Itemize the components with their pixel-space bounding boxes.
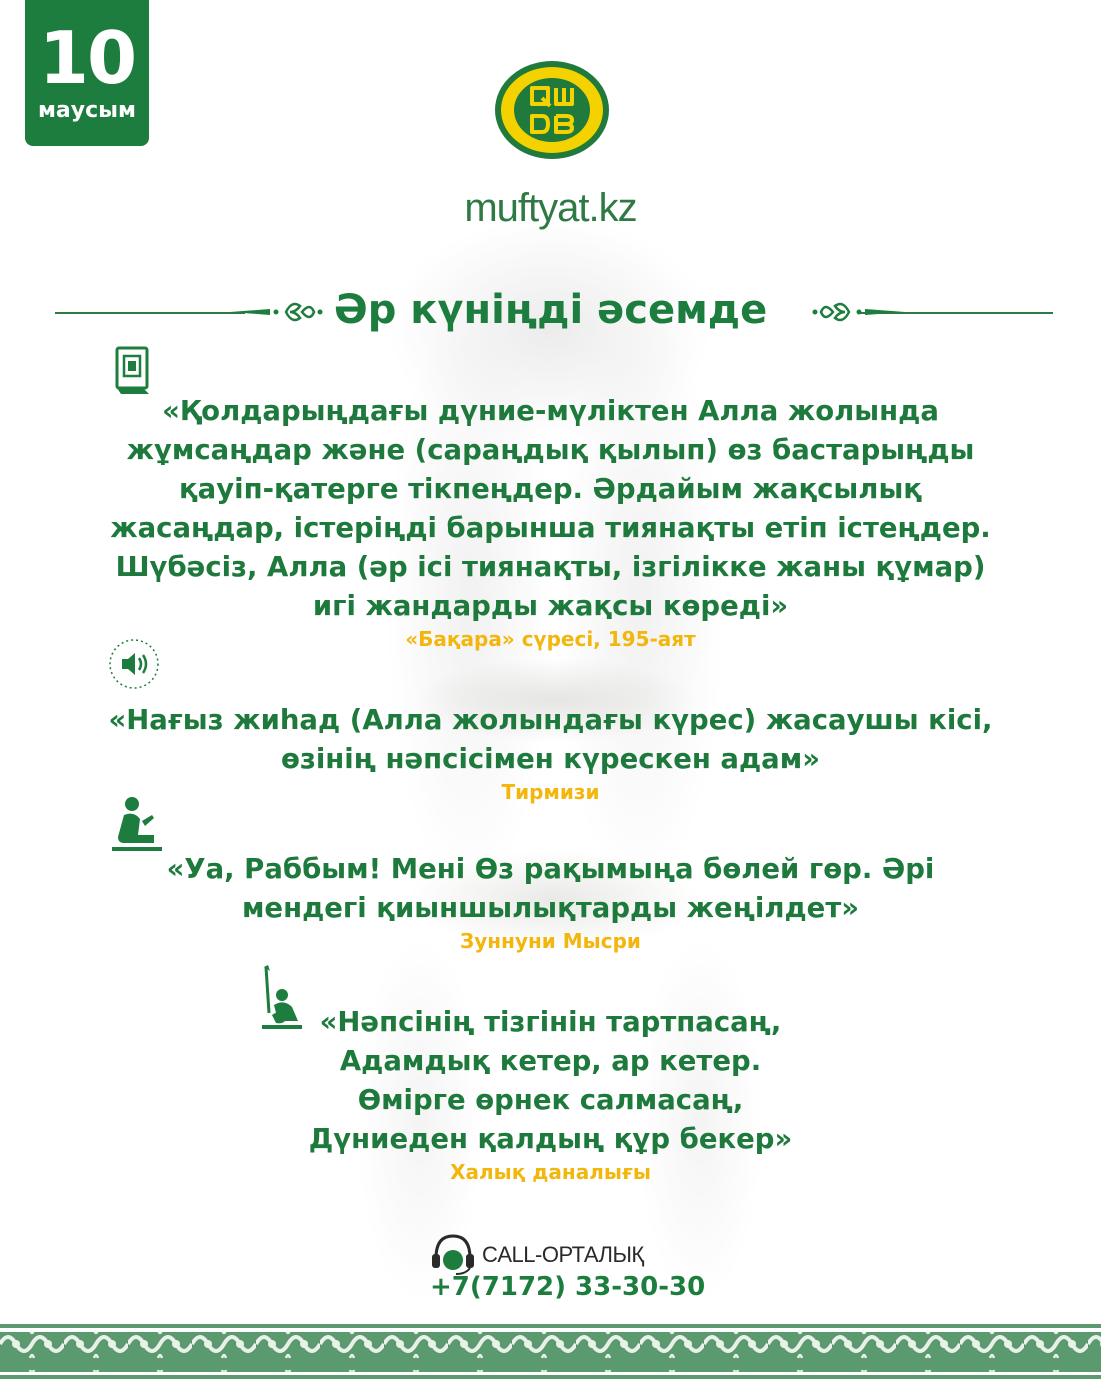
date-day: 10 (38, 16, 136, 100)
quote-line: мендегі қиыншылықтарды жеңілдет» (241, 892, 860, 924)
praying-person-icon (112, 795, 162, 853)
quote-source: Тирмизи (501, 780, 600, 804)
call-center-label: CALL-ОРТАЛЫҚ (482, 1242, 644, 1267)
call-center-phone[interactable]: +7(7172) 33-30-30 (430, 1272, 706, 1302)
quote-line: игі жандарды жақсы көреді» (312, 590, 789, 622)
ornament-right-icon (805, 292, 905, 332)
quote-block-3 (0, 850, 1101, 954)
call-center (430, 1232, 706, 1302)
date-month: маусым (37, 98, 137, 123)
quote-source: Зуннуни Мысри (460, 929, 641, 953)
quote-line: Адамдық кетер, ар кетер. (339, 1045, 762, 1077)
quote-line: өзінің нәпсісімен күрескен адам» (280, 743, 820, 775)
speaker-icon (108, 638, 160, 690)
headset-icon (430, 1232, 476, 1276)
quote-line: Шүбәсіз, Алла (әр ісі тиянақты, ізгілікке жаны құмар) (115, 551, 986, 583)
header-title: Әр күніңді әсемде (333, 287, 768, 333)
date-badge (25, 0, 149, 146)
quote-block-4 (0, 1003, 1101, 1185)
quote-block-1 (0, 392, 1101, 652)
quote-line: қауіп-қатерге тікпеңдер. Әрдайым жақсылық (179, 473, 922, 505)
quote-block-2 (0, 701, 1101, 805)
quote-line: жұмсаңдар және (сараңдық қылып) өз бастарыңды (126, 434, 975, 466)
quote-line: жасаңдар, істеріңді барынша тиянақты етіп істеңдер. (110, 512, 991, 544)
quote-source: «Бақара» сүресі, 195-аят (405, 627, 696, 651)
quote-line: «Уа, Раббым! Мені Өз рақымыңа бөлей гөр. Әрі (166, 853, 935, 885)
quote-line: Дүниеден қалдың құр бекер» (308, 1123, 793, 1155)
muftyat-logo-icon (494, 60, 610, 160)
header (0, 282, 1101, 342)
quote-line: Өмірге өрнек салмасаң, (357, 1084, 744, 1116)
quote-line: «Нағыз жиһад (Алла жолындағы күрес) жасаушы кісі, (108, 704, 993, 736)
quote-line: «Нәпсінің тізгінін тартпасаң, (319, 1006, 782, 1038)
quote-source: Халық даналығы (450, 1160, 651, 1184)
ornamental-border (0, 1324, 1101, 1379)
site-name: muftyat.kz (464, 186, 637, 230)
quote-line: «Қолдарыңдағы дүние-мүліктен Алла жолында (162, 395, 939, 427)
